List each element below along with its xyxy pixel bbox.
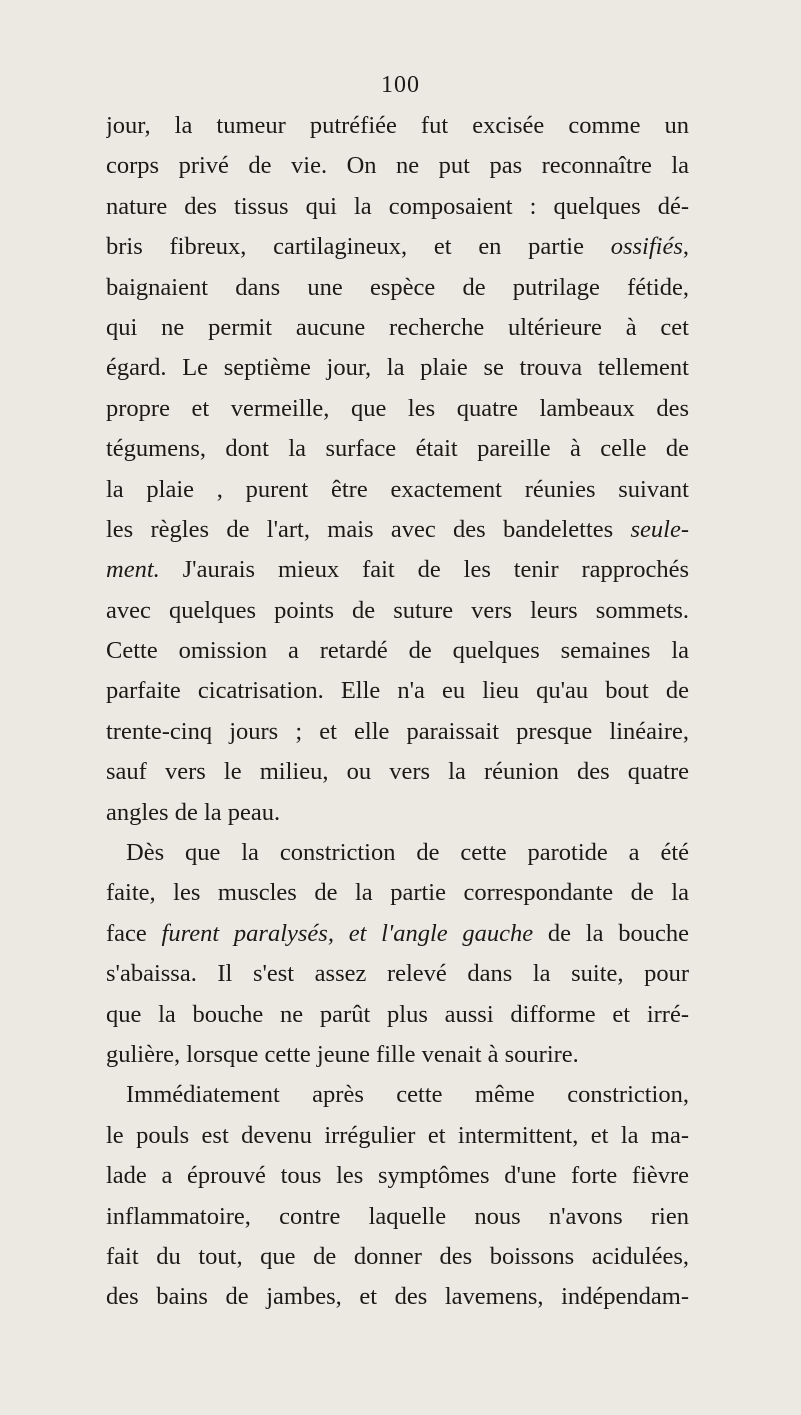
page-number: 100 — [381, 72, 420, 98]
text-span: des bains de jambes, et des lavemens, indépendam- — [106, 1283, 689, 1311]
text-span: , — [682, 233, 689, 261]
text-span: Immédiatement après cette même constriction, — [126, 1081, 689, 1109]
text-span: égard. Le septième jour, la plaie se trouva tellement — [106, 354, 689, 382]
text-line — [106, 995, 689, 1035]
text-line — [106, 793, 689, 833]
italic-text-span: ossifiés — [610, 233, 683, 261]
text-span: lade a éprouvé tous les symptômes d'une forte fièvre — [106, 1162, 689, 1190]
text-line — [106, 712, 689, 752]
text-span: qui ne permit aucune recherche ultérieure à cet — [106, 313, 689, 341]
text-line — [106, 308, 689, 348]
text-span: fait du tout, que de donner des boissons acidulées, — [106, 1242, 689, 1270]
text-span: jour, la tumeur putréfiée fut excisée comme un — [106, 112, 689, 139]
text-line — [106, 954, 689, 994]
text-span: nature des tissus qui la composaient : quelques dé- — [106, 192, 689, 220]
text-line — [106, 429, 689, 469]
text-line — [106, 1116, 689, 1156]
text-span: faite, les muscles de la partie correspondante de la — [106, 879, 689, 907]
text-line — [106, 1197, 689, 1237]
text-span: face — [106, 919, 162, 947]
text-line — [106, 510, 689, 550]
text-span: baignaient dans une espèce de putrilage fétide, — [106, 273, 689, 301]
text-line — [106, 752, 689, 792]
text-line — [106, 106, 689, 146]
text-line — [106, 1035, 689, 1075]
italic-text-span: furent paralysés, et l'angle gauche — [161, 919, 534, 947]
text-span: propre et vermeille, que les quatre lambeaux des — [106, 394, 689, 422]
text-line — [106, 873, 689, 913]
text-span: s'abaissa. Il s'est assez relevé dans la suite, pour — [106, 960, 689, 988]
text-span: tégumens, dont la surface était pareille à celle de — [106, 435, 689, 463]
text-span: angles de la peau. — [106, 798, 281, 826]
text-line — [106, 1277, 689, 1317]
text-line — [106, 1237, 689, 1277]
text-line — [106, 591, 689, 631]
text-span: Cette omission a retardé de quelques semaines la — [106, 637, 689, 665]
text-span: les règles de l'art, mais avec des bandelettes — [106, 515, 631, 543]
text-span: que la bouche ne parût plus aussi difforme et irré- — [106, 1000, 689, 1028]
text-span: avec quelques points de suture vers leurs sommets. — [106, 596, 689, 624]
text-line — [106, 268, 689, 308]
text-span: le pouls est devenu irrégulier et intermittent, et la ma- — [106, 1121, 689, 1149]
text-line — [106, 389, 689, 429]
text-span: inflammatoire, contre laquelle nous n'avons rien — [106, 1202, 689, 1230]
text-line — [106, 146, 689, 186]
text-span: bris fibreux, cartilagineux, et en partie — [106, 233, 611, 261]
text-line — [106, 470, 689, 510]
text-span: parfaite cicatrisation. Elle n'a eu lieu qu'au bout de — [106, 677, 689, 705]
text-span: sauf vers le milieu, ou vers la réunion des quatre — [106, 758, 689, 786]
text-span: la plaie , purent être exactement réunies suivant — [106, 475, 689, 503]
text-line — [106, 348, 689, 388]
text-span: corps privé de vie. On ne put pas reconnaître la — [106, 152, 689, 180]
text-line — [106, 833, 689, 873]
text-line — [106, 227, 689, 267]
text-span: de la bouche — [533, 919, 689, 947]
text-span: J'aurais mieux fait de les tenir rapprochés — [159, 556, 689, 584]
text-line — [106, 671, 689, 711]
text-line — [106, 914, 689, 954]
body-text — [106, 106, 689, 1318]
text-line — [106, 1075, 689, 1115]
text-span: trente-cinq jours ; et elle paraissait presque linéaire, — [106, 717, 689, 745]
text-span: gulière, lorsque cette jeune fille venait à sourire. — [106, 1040, 579, 1068]
text-line — [106, 631, 689, 671]
italic-text-span: ment. — [106, 556, 160, 584]
text-line — [106, 187, 689, 227]
text-span: Dès que la constriction de cette parotide a été — [126, 839, 689, 867]
text-line — [106, 550, 689, 590]
italic-text-span: seule- — [630, 515, 689, 543]
text-line — [106, 1156, 689, 1196]
